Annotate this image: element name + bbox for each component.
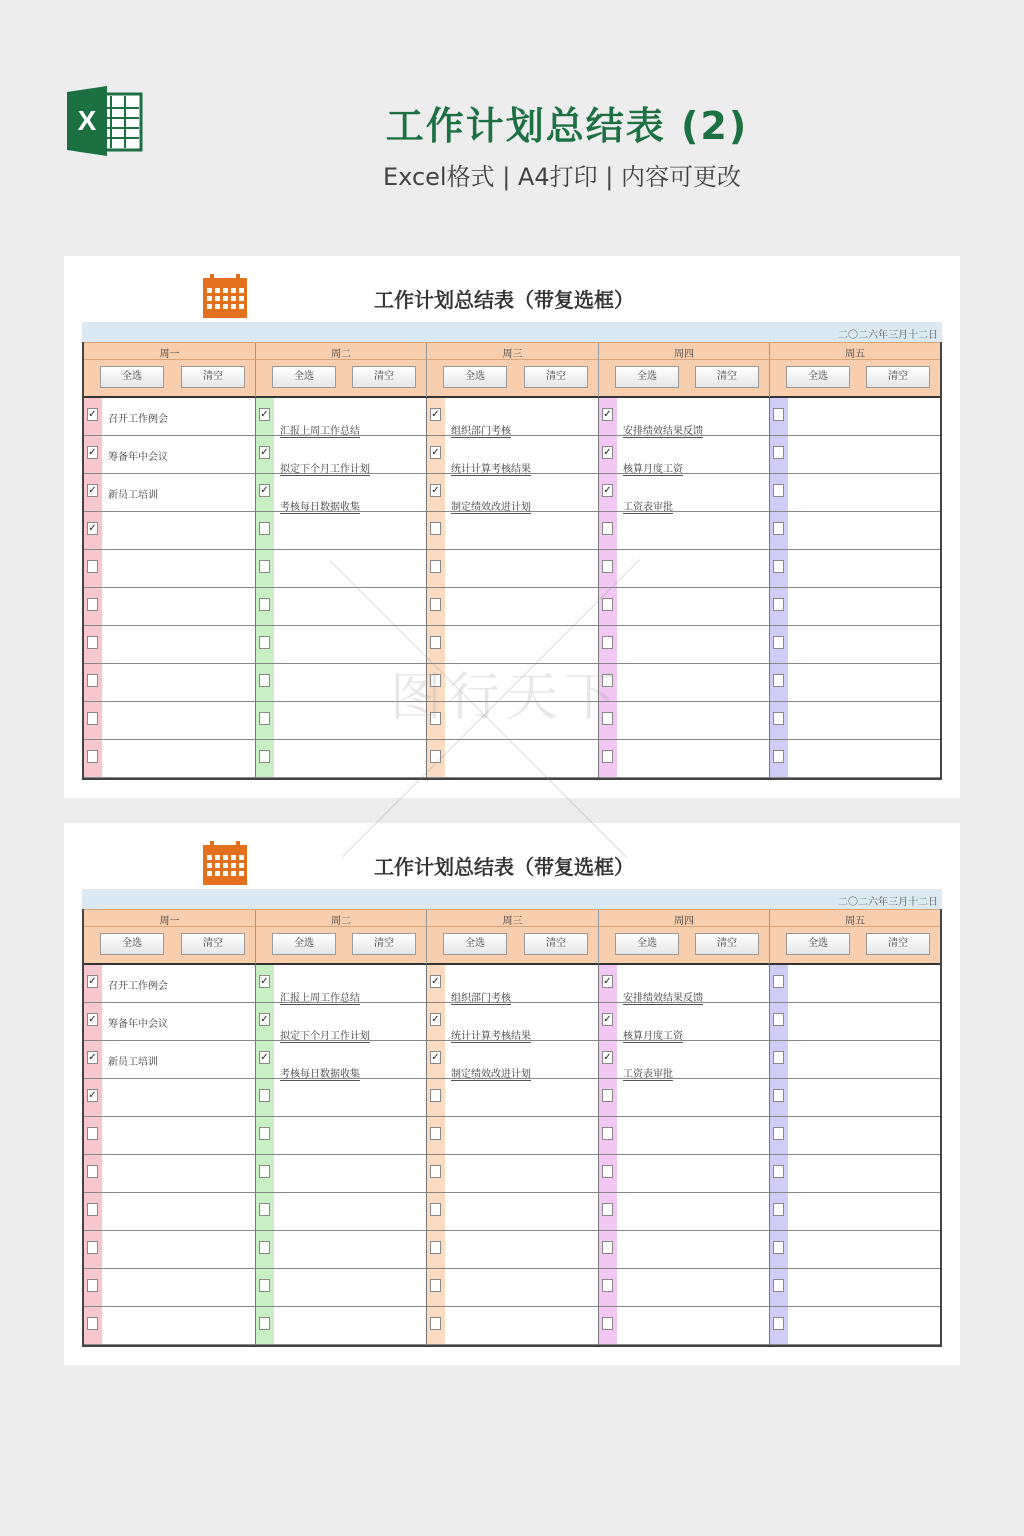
task-row — [256, 1231, 426, 1269]
task-row — [770, 965, 940, 1003]
clear-button[interactable]: 清空 — [695, 933, 759, 955]
task-row — [84, 1041, 255, 1079]
task-checkbox[interactable]: ✓ — [260, 485, 269, 496]
task-checkbox[interactable] — [87, 750, 98, 763]
task-checkbox[interactable] — [87, 636, 98, 649]
clear-button[interactable]: 清空 — [524, 366, 588, 388]
task-label: 拟定下个月工作计划 — [280, 460, 370, 476]
task-checkbox[interactable] — [259, 750, 270, 763]
date-bar — [82, 322, 942, 342]
task-row — [599, 436, 769, 474]
task-label: 汇报上周工作总结 — [280, 989, 360, 1005]
day-name: 周二 — [331, 916, 351, 927]
task-label: 召开工作例会 — [108, 414, 168, 425]
calendar-icon — [202, 841, 248, 887]
task-checkbox[interactable] — [87, 674, 98, 687]
task-row — [770, 1117, 940, 1155]
task-row — [770, 1307, 940, 1345]
select-all-button[interactable]: 全选 — [100, 933, 164, 955]
task-row — [84, 588, 255, 626]
task-row — [770, 512, 940, 550]
task-checkbox[interactable] — [259, 1165, 270, 1178]
task-row — [770, 740, 940, 778]
task-checkbox[interactable] — [87, 1203, 98, 1216]
clear-button[interactable]: 清空 — [181, 366, 245, 388]
task-label: 安排绩效结果反馈 — [623, 422, 703, 438]
task-row — [599, 702, 769, 740]
select-all-button[interactable]: 全选 — [443, 366, 507, 388]
task-row — [84, 1193, 255, 1231]
task-row — [84, 1117, 255, 1155]
task-checkbox[interactable] — [602, 598, 613, 611]
day-name: 周三 — [502, 349, 523, 360]
task-label: 核算月度工资 — [623, 1027, 683, 1043]
task-checkbox[interactable] — [602, 1317, 613, 1330]
task-checkbox[interactable] — [259, 674, 270, 687]
task-checkbox[interactable] — [773, 1051, 784, 1064]
task-row — [427, 1231, 598, 1269]
task-row — [256, 1193, 426, 1231]
day-header-2 — [256, 910, 427, 964]
days-header — [84, 909, 940, 965]
task-checkbox[interactable]: ✓ — [260, 409, 269, 420]
task-row — [770, 664, 940, 702]
day-header-divider — [770, 926, 940, 927]
task-row — [599, 588, 769, 626]
task-checkbox[interactable] — [430, 1317, 441, 1330]
page-title: 工作计划总结表 (2) — [385, 104, 749, 148]
task-row — [427, 1155, 598, 1193]
task-checkbox[interactable] — [259, 560, 270, 573]
task-label: 制定绩效改进计划 — [451, 498, 531, 514]
task-checkbox[interactable] — [773, 1127, 784, 1140]
task-checkbox[interactable] — [259, 1317, 270, 1330]
days-header — [84, 342, 940, 398]
day-header-divider — [256, 926, 426, 927]
page-subtitle: Excel格式 | A4打印 | 内容可更改 — [383, 163, 741, 191]
day-column-4 — [599, 398, 770, 778]
task-label: 组织部门考核 — [451, 422, 511, 438]
task-body — [84, 965, 940, 1345]
day-header-1 — [84, 343, 256, 397]
task-row — [84, 398, 255, 436]
day-header-5 — [770, 910, 940, 964]
clear-button[interactable]: 清空 — [352, 933, 416, 955]
task-row — [84, 1269, 255, 1307]
task-checkbox[interactable] — [773, 484, 784, 497]
day-header-divider — [599, 926, 769, 927]
task-checkbox[interactable] — [259, 712, 270, 725]
task-checkbox[interactable] — [259, 1279, 270, 1292]
day-header-divider — [770, 359, 940, 360]
task-checkbox[interactable] — [773, 1241, 784, 1254]
task-checkbox[interactable]: ✓ — [260, 1052, 269, 1063]
task-row — [256, 1155, 426, 1193]
task-checkbox[interactable] — [87, 598, 98, 611]
task-row — [256, 1041, 426, 1079]
task-label: 汇报上周工作总结 — [280, 422, 360, 438]
task-checkbox[interactable]: ✓ — [431, 447, 440, 458]
day-column-4 — [599, 965, 770, 1345]
task-checkbox[interactable]: ✓ — [603, 1014, 612, 1025]
task-row — [599, 1193, 769, 1231]
task-checkbox[interactable]: ✓ — [431, 1014, 440, 1025]
task-checkbox[interactable] — [259, 522, 270, 535]
task-checkbox[interactable]: ✓ — [88, 523, 97, 534]
task-row — [599, 1041, 769, 1079]
task-checkbox[interactable]: ✓ — [88, 1014, 97, 1025]
day-name: 周三 — [502, 916, 523, 927]
day-header-3 — [427, 910, 599, 964]
task-row — [427, 1193, 598, 1231]
task-row — [427, 1003, 598, 1041]
task-row — [84, 965, 255, 1003]
task-row — [256, 1117, 426, 1155]
task-row — [427, 436, 598, 474]
task-row — [427, 398, 598, 436]
task-checkbox[interactable]: ✓ — [88, 409, 97, 420]
task-row — [256, 1269, 426, 1307]
select-all-button[interactable]: 全选 — [786, 366, 850, 388]
day-header-divider — [84, 926, 255, 927]
task-label: 制定绩效改进计划 — [451, 1065, 531, 1081]
task-checkbox[interactable] — [773, 1089, 784, 1102]
task-row — [256, 740, 426, 778]
task-checkbox[interactable] — [430, 1279, 441, 1292]
task-label: 新员工培训 — [108, 490, 158, 501]
task-checkbox[interactable] — [602, 560, 613, 573]
task-label: 统计计算考核结果 — [451, 1027, 531, 1043]
task-row — [427, 1269, 598, 1307]
task-checkbox[interactable] — [773, 560, 784, 573]
task-row — [599, 626, 769, 664]
task-checkbox[interactable] — [430, 1127, 441, 1140]
task-checkbox[interactable]: ✓ — [603, 447, 612, 458]
task-row — [599, 965, 769, 1003]
task-checkbox[interactable]: ✓ — [88, 976, 97, 987]
clear-button[interactable]: 清空 — [524, 933, 588, 955]
task-label: 召开工作例会 — [108, 981, 168, 992]
task-checkbox[interactable]: ✓ — [431, 1052, 440, 1063]
task-label: 工资表审批 — [623, 498, 673, 514]
task-row — [599, 550, 769, 588]
task-checkbox[interactable]: ✓ — [603, 485, 612, 496]
day-name: 周四 — [674, 916, 694, 927]
task-checkbox[interactable]: ✓ — [603, 409, 612, 420]
task-checkbox[interactable]: ✓ — [431, 976, 440, 987]
task-checkbox[interactable]: ✓ — [260, 976, 269, 987]
task-row — [599, 1003, 769, 1041]
task-checkbox[interactable] — [773, 975, 784, 988]
task-row — [599, 1269, 769, 1307]
sheet-title: 工作计划总结表（带复选框） — [374, 288, 634, 312]
task-checkbox[interactable] — [773, 750, 784, 763]
task-row — [599, 664, 769, 702]
task-checkbox[interactable] — [259, 1203, 270, 1216]
task-row — [427, 1307, 598, 1345]
task-checkbox[interactable] — [773, 636, 784, 649]
task-label: 核算月度工资 — [623, 460, 683, 476]
task-checkbox[interactable] — [87, 560, 98, 573]
task-row — [427, 965, 598, 1003]
task-row — [770, 398, 940, 436]
task-row — [256, 436, 426, 474]
day-column-2 — [256, 965, 427, 1345]
task-checkbox[interactable]: ✓ — [260, 1014, 269, 1025]
task-checkbox[interactable] — [430, 1165, 441, 1178]
clear-button[interactable]: 清空 — [866, 933, 930, 955]
task-row — [427, 1041, 598, 1079]
task-checkbox[interactable] — [773, 1203, 784, 1216]
task-checkbox[interactable] — [430, 1203, 441, 1216]
task-checkbox[interactable] — [430, 522, 441, 535]
task-row — [256, 1003, 426, 1041]
task-checkbox[interactable] — [87, 1317, 98, 1330]
task-checkbox[interactable] — [87, 1127, 98, 1140]
day-header-2 — [256, 343, 427, 397]
task-checkbox[interactable] — [87, 1241, 98, 1254]
task-row — [427, 512, 598, 550]
sheet-title: 工作计划总结表（带复选框） — [374, 855, 634, 879]
day-header-divider — [84, 359, 255, 360]
day-header-4 — [599, 910, 770, 964]
task-checkbox[interactable] — [430, 636, 441, 649]
task-checkbox[interactable]: ✓ — [260, 447, 269, 458]
clear-button[interactable]: 清空 — [866, 366, 930, 388]
day-header-divider — [427, 926, 598, 927]
task-checkbox[interactable]: ✓ — [603, 976, 612, 987]
day-name: 周一 — [159, 916, 180, 927]
task-row — [84, 626, 255, 664]
task-row — [770, 1231, 940, 1269]
task-row — [770, 1079, 940, 1117]
day-header-divider — [427, 359, 598, 360]
task-checkbox[interactable] — [773, 408, 784, 421]
task-checkbox[interactable] — [773, 598, 784, 611]
day-name: 周五 — [845, 916, 865, 927]
select-all-button[interactable]: 全选 — [615, 933, 679, 955]
task-checkbox[interactable] — [259, 598, 270, 611]
task-row — [599, 512, 769, 550]
day-name: 周二 — [331, 349, 351, 360]
task-checkbox[interactable]: ✓ — [603, 1052, 612, 1063]
task-checkbox[interactable]: ✓ — [88, 485, 97, 496]
task-checkbox[interactable] — [773, 1165, 784, 1178]
task-checkbox[interactable] — [259, 1127, 270, 1140]
select-all-button[interactable]: 全选 — [272, 366, 336, 388]
task-checkbox[interactable]: ✓ — [88, 1052, 97, 1063]
task-row — [427, 588, 598, 626]
excel-logo-letter: X — [77, 105, 97, 136]
task-row — [770, 588, 940, 626]
task-checkbox[interactable]: ✓ — [88, 447, 97, 458]
day-column-5 — [770, 965, 940, 1345]
select-all-button[interactable]: 全选 — [100, 366, 164, 388]
clear-button[interactable]: 清空 — [181, 933, 245, 955]
task-checkbox[interactable] — [602, 750, 613, 763]
day-column-3 — [427, 965, 599, 1345]
task-checkbox[interactable] — [773, 1279, 784, 1292]
task-checkbox[interactable] — [87, 1279, 98, 1292]
task-label: 安排绩效结果反馈 — [623, 989, 703, 1005]
task-row — [256, 1307, 426, 1345]
task-checkbox[interactable]: ✓ — [431, 409, 440, 420]
day-header-divider — [599, 359, 769, 360]
task-row — [84, 702, 255, 740]
task-checkbox[interactable] — [602, 522, 613, 535]
task-row — [84, 1079, 255, 1117]
task-row — [599, 1155, 769, 1193]
day-column-1 — [84, 398, 256, 778]
task-row — [770, 474, 940, 512]
sheet-date: 二〇二六年三月十二日 — [838, 897, 938, 908]
task-row — [770, 1003, 940, 1041]
task-checkbox[interactable] — [430, 1241, 441, 1254]
task-row — [256, 588, 426, 626]
watermark: 图行天下 — [390, 668, 623, 728]
task-row — [770, 436, 940, 474]
select-all-button[interactable]: 全选 — [615, 366, 679, 388]
task-checkbox[interactable] — [602, 1279, 613, 1292]
task-checkbox[interactable] — [430, 1089, 441, 1102]
task-checkbox[interactable] — [602, 1165, 613, 1178]
task-row — [770, 1269, 940, 1307]
task-row — [770, 702, 940, 740]
day-header-3 — [427, 343, 599, 397]
task-row — [256, 512, 426, 550]
task-row — [84, 512, 255, 550]
task-row — [427, 1117, 598, 1155]
task-checkbox[interactable] — [259, 1241, 270, 1254]
task-row — [599, 474, 769, 512]
task-checkbox[interactable] — [773, 712, 784, 725]
task-row — [770, 550, 940, 588]
task-row — [599, 1079, 769, 1117]
task-row — [427, 1079, 598, 1117]
task-row — [770, 1193, 940, 1231]
task-label: 拟定下个月工作计划 — [280, 1027, 370, 1043]
task-label: 组织部门考核 — [451, 989, 511, 1005]
task-row — [256, 550, 426, 588]
task-checkbox[interactable] — [430, 750, 441, 763]
task-label: 考核每日数据收集 — [280, 498, 360, 514]
task-checkbox[interactable] — [259, 1089, 270, 1102]
task-label: 统计计算考核结果 — [451, 460, 531, 476]
task-checkbox[interactable] — [602, 1089, 613, 1102]
task-row — [599, 740, 769, 778]
task-row — [84, 1155, 255, 1193]
task-label: 工资表审批 — [623, 1065, 673, 1081]
task-row — [770, 1041, 940, 1079]
select-all-button[interactable]: 全选 — [272, 933, 336, 955]
task-row — [427, 550, 598, 588]
task-checkbox[interactable] — [87, 1165, 98, 1178]
task-row — [84, 550, 255, 588]
task-checkbox[interactable] — [87, 712, 98, 725]
task-row — [599, 1117, 769, 1155]
clear-button[interactable]: 清空 — [352, 366, 416, 388]
day-column-5 — [770, 398, 940, 778]
task-row — [599, 398, 769, 436]
task-checkbox[interactable] — [602, 1203, 613, 1216]
task-row — [599, 1307, 769, 1345]
task-checkbox[interactable] — [602, 636, 613, 649]
select-all-button[interactable]: 全选 — [786, 933, 850, 955]
task-checkbox[interactable] — [259, 636, 270, 649]
task-row — [84, 1307, 255, 1345]
date-bar — [82, 889, 942, 909]
task-row — [427, 474, 598, 512]
task-checkbox[interactable]: ✓ — [431, 485, 440, 496]
task-label: 考核每日数据收集 — [280, 1065, 360, 1081]
task-row — [84, 740, 255, 778]
day-header-5 — [770, 343, 940, 397]
task-label: 新员工培训 — [108, 1057, 158, 1068]
task-checkbox[interactable] — [773, 446, 784, 459]
day-header-divider — [256, 359, 426, 360]
sheet-date: 二〇二六年三月十二日 — [838, 330, 938, 341]
sheet-preview-2 — [64, 823, 960, 1365]
task-row — [84, 436, 255, 474]
task-label: 筹备年中会议 — [108, 1019, 168, 1030]
task-row — [84, 664, 255, 702]
day-header-4 — [599, 343, 770, 397]
task-row — [84, 474, 255, 512]
clear-button[interactable]: 清空 — [695, 366, 759, 388]
task-row — [256, 474, 426, 512]
planner-grid — [82, 909, 942, 1347]
task-row — [84, 1003, 255, 1041]
day-header-1 — [84, 910, 256, 964]
calendar-icon — [202, 274, 248, 320]
task-checkbox[interactable] — [430, 598, 441, 611]
task-checkbox[interactable] — [773, 522, 784, 535]
task-row — [770, 1155, 940, 1193]
day-name: 周四 — [674, 349, 694, 360]
task-row — [599, 1231, 769, 1269]
task-checkbox[interactable] — [602, 1127, 613, 1140]
day-column-1 — [84, 965, 256, 1345]
task-row — [770, 626, 940, 664]
task-checkbox[interactable] — [773, 1317, 784, 1330]
task-checkbox[interactable] — [430, 560, 441, 573]
task-label: 筹备年中会议 — [108, 452, 168, 463]
task-row — [84, 1231, 255, 1269]
task-row — [256, 965, 426, 1003]
select-all-button[interactable]: 全选 — [443, 933, 507, 955]
task-checkbox[interactable] — [602, 1241, 613, 1254]
day-name: 周一 — [159, 349, 180, 360]
task-checkbox[interactable] — [773, 1013, 784, 1026]
task-row — [256, 1079, 426, 1117]
task-checkbox[interactable] — [773, 674, 784, 687]
task-row — [256, 398, 426, 436]
task-checkbox[interactable]: ✓ — [88, 1090, 97, 1101]
day-name: 周五 — [845, 349, 865, 360]
